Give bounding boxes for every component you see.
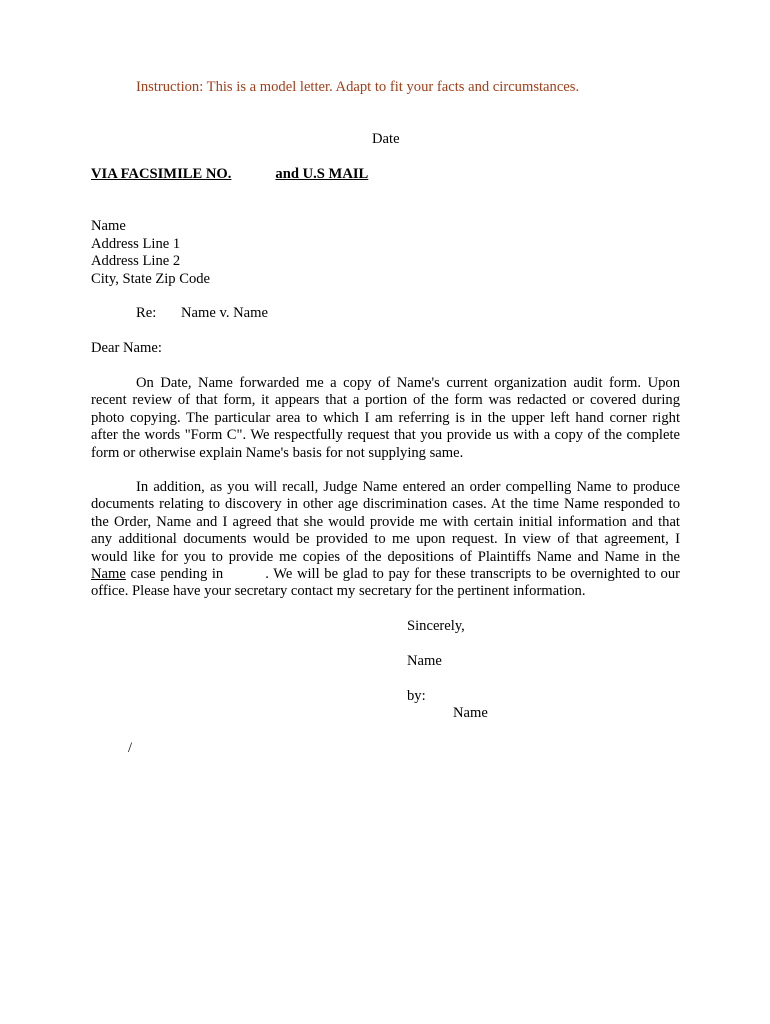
delivery-method — [91, 166, 368, 183]
recipient-address — [91, 218, 210, 288]
paragraph-line-rest: . We will be glad to pay for these transcripts to be overnighted to our — [265, 565, 680, 582]
paragraph-line — [91, 566, 680, 583]
address-line-1: Address Line 1 — [91, 235, 181, 252]
via-facsimile: VIA FACSIMILE NO. — [91, 166, 232, 182]
recipient-name: Name — [91, 218, 126, 234]
paragraph-line: form or otherwise explain Name's basis for not supplying same. — [91, 444, 464, 461]
paragraph-line: On Date, Name forwarded me a copy of Name's current organization audit form. Upon — [136, 375, 680, 391]
instruction-note: Instruction: This is a model letter. Adapt to fit your facts and circumstances. — [136, 79, 580, 95]
salutation: Dear Name: — [91, 340, 162, 356]
paragraph-line: after the words "Form C". We respectfully request that you provide us with a copy of the complete — [91, 427, 680, 444]
paragraph-line: photo copying. The particular area to which I am referring is in the upper left hand corner right — [91, 409, 680, 426]
paragraph-line: would like for you to provide me copies of the depositions of Plaintiffs Name and Name in the — [91, 548, 680, 565]
re-label: Re: — [136, 305, 157, 321]
body-paragraph-2 — [91, 479, 680, 601]
paragraph-line: recent review of that form, it appears that a portion of the form was redacted or covered during — [91, 392, 680, 409]
body-paragraph-1 — [91, 375, 680, 462]
city-state-zip: City, State Zip Code — [91, 270, 211, 287]
letter-date: Date — [372, 131, 400, 147]
address-line-2: Address Line 2 — [91, 253, 181, 269]
paragraph-line: documents relating to discovery in other age discrimination cases. At the time Name responded to — [91, 496, 680, 513]
typist-initials: / — [128, 740, 133, 756]
paragraph-line: In addition, as you will recall, Judge Name entered an order compelling Name to produce — [136, 479, 680, 495]
re-line — [136, 305, 268, 322]
paragraph-line: any additional documents would be provided to me upon request. In view of that agreement, I — [91, 531, 680, 548]
by-label: by: — [407, 688, 426, 704]
firm-name: Name — [407, 653, 442, 669]
case-name: Name — [91, 565, 126, 582]
closing: Sincerely, — [407, 618, 465, 634]
case-pending-text: case pending in — [125, 565, 224, 582]
signer-name: Name — [453, 705, 488, 721]
paragraph-line: the Order, Name and I agreed that she would provide me with certain initial information and that — [91, 513, 680, 530]
re-value: Name v. Name — [181, 305, 268, 321]
paragraph-line: office. Please have your secretary contact my secretary for the pertinent information. — [91, 583, 586, 600]
via-mail: and U.S MAIL — [275, 166, 369, 182]
